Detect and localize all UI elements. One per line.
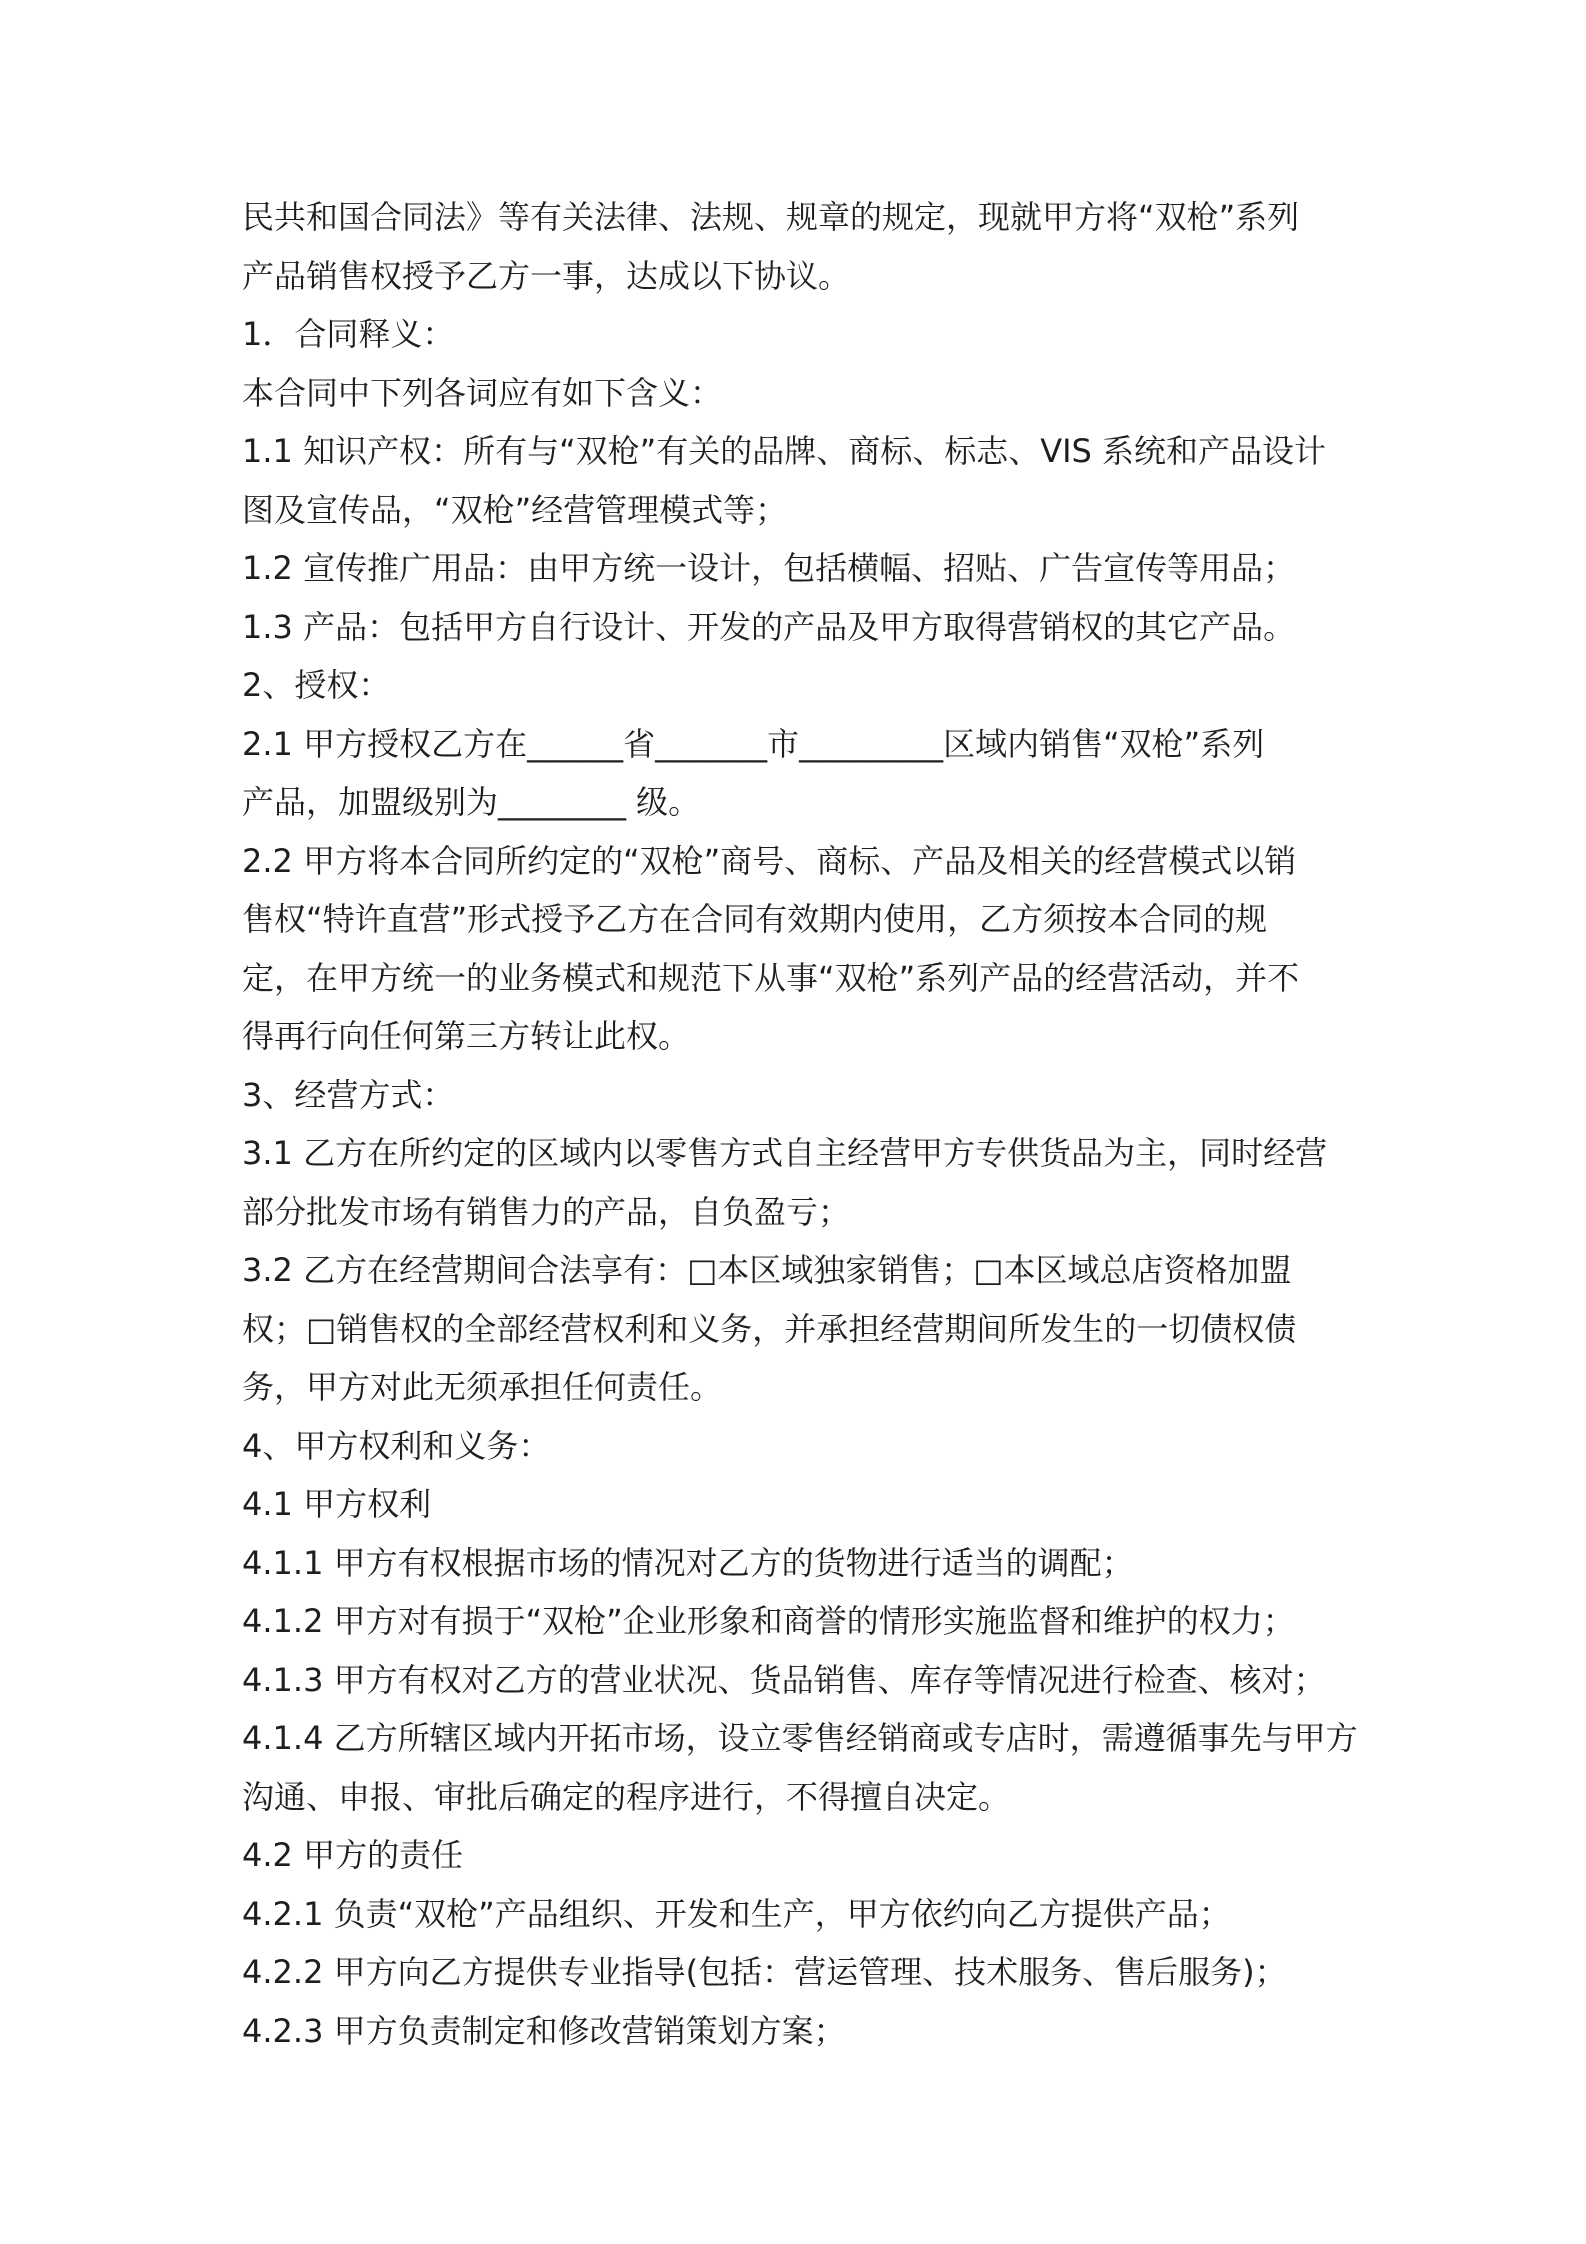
clause-line: 4.2.3 甲方负责制定和修改营销策划方案； <box>242 2011 846 2050</box>
clause-line: 3.1 乙方在所约定的区域内以零售方式自主经营甲方专供货品为主，同时经营 <box>242 1134 1328 1172</box>
text-line: 图及宣传品，“双枪”经营管理模式等； <box>242 490 788 529</box>
text-line: 产品销售权授予乙方一事，达成以下协议。 <box>242 256 851 295</box>
clause-line: 4.1.1 甲方有权根据市场的情况对乙方的货物进行适当的调配； <box>242 1543 1134 1582</box>
text-line: 部分批发市场有销售力的产品，自负盈亏； <box>242 1192 851 1231</box>
contract-body <box>242 188 1362 2060</box>
clause-line: 4.2.1 负责“双枪”产品组织、开发和生产，甲方依约向乙方提供产品； <box>242 1894 1231 1933</box>
text-line: 定，在甲方统一的业务模式和规范下从事“双枪”系列产品的经营活动，并不 <box>242 958 1300 997</box>
clause-line: 4.1.4 乙方所辖区域内开拓市场，设立零售经销商或专店时，需遵循事先与甲方 <box>242 1719 1358 1757</box>
clause-line: 1.2 宣传推广用品：由甲方统一设计，包括横幅、招贴、广告宣传等用品； <box>242 549 1296 587</box>
clause-line: 4.2.2 甲方向乙方提供专业指导(包括：营运管理、技术服务、售后服务)； <box>242 1953 1287 1991</box>
clause-line: 1.3 产品：包括甲方自行设计、开发的产品及甲方取得营销权的其它产品。 <box>242 607 1296 646</box>
subsection-heading: 4.2 甲方的责任 <box>242 1836 464 1874</box>
section-heading: 1．合同释义： <box>242 315 455 353</box>
text-line: 本合同中下列各词应有如下含义： <box>242 373 723 412</box>
subsection-heading: 4.1 甲方权利 <box>242 1485 432 1523</box>
clause-line: 4.1.3 甲方有权对乙方的营业状况、货品销售、库存等情况进行检查、核对； <box>242 1660 1326 1699</box>
section-heading: 3、经营方式： <box>242 1075 455 1114</box>
clause-line: 2.1 甲方授权乙方在______省_______市_________区域内销售“双枪”系列 <box>242 724 1265 763</box>
clause-line: 1.1 知识产权：所有与“双枪”有关的品牌、商标、标志、VIS 系统和产品设计 <box>242 432 1327 470</box>
clause-line: 3.2 乙方在经营期间合法享有：□本区域独家销售；□本区域总店资格加盟 <box>242 1251 1292 1289</box>
section-heading: 4、甲方权利和义务： <box>242 1426 551 1465</box>
text-line: 权；□销售权的全部经营权利和义务，并承担经营期间所发生的一切债权债 <box>242 1309 1297 1348</box>
text-line: 沟通、申报、审批后确定的程序进行，不得擅自决定。 <box>242 1777 1011 1816</box>
text-line: 民共和国合同法》等有关法律、法规、规章的规定，现就甲方将“双枪”系列 <box>242 198 1300 236</box>
text-line: 得再行向任何第三方转让此权。 <box>242 1017 691 1055</box>
text-line: 产品，加盟级别为________ 级。 <box>242 783 701 821</box>
section-heading: 2、授权： <box>242 666 391 704</box>
text-line: 售权“特许直营”形式授予乙方在合同有效期内使用，乙方须按本合同的规 <box>242 900 1268 938</box>
clause-line: 2.2 甲方将本合同所约定的“双枪”商号、商标、产品及相关的经营模式以销 <box>242 841 1297 880</box>
text-line: 务，甲方对此无须承担任何责任。 <box>242 1368 723 1406</box>
clause-line: 4.1.2 甲方对有损于“双枪”企业形象和商誉的情形实施监督和维护的权力； <box>242 1602 1295 1640</box>
